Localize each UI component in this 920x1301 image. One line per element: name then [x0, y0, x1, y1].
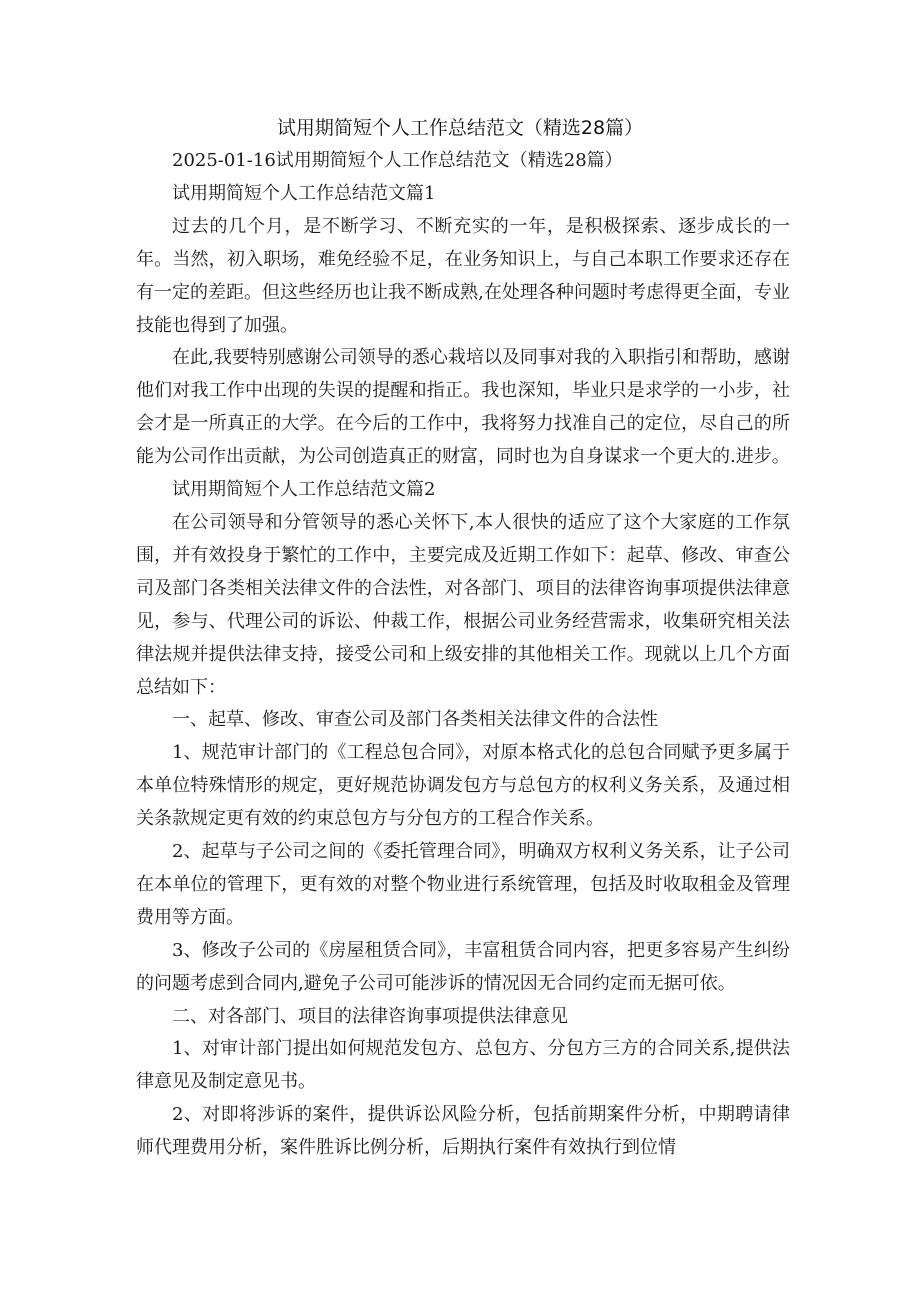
paragraph: 在公司领导和分管领导的悉心关怀下,本人很快的适应了这个大家庭的工作氛围，并有效投身于繁忙的工作中，主要完成及近期工作如下：起草、修改、审查公司及部门各类相关法律文件的合法性，对各部门、项目的法律咨询事项提供法律意见，参与、代理公司的诉讼、仲裁工作，根据公司业务经营需求，收集研究相关法律法规并提供法律支持，接受公司和上级安排的其他相关工作。现就以上几个方面总结如下：: [136, 511, 790, 698]
paragraph: 过去的几个月，是不断学习、不断充实的一年，是积极探索、逐步成长的一年。当然，初入职场，难免经验不足，在业务知识上，与自己本职工作要求还存在有一定的差距。但这些经历也让我不断成熟,在处理各种问题时考虑得更全面，专业技能也得到了加强。: [136, 215, 790, 336]
document-date-line: 2025-01-16试用期简短个人工作总结范文（精选28篇）: [172, 150, 623, 171]
section-heading-2: 试用期简短个人工作总结范文篇2: [172, 479, 436, 501]
subheading: 二、对各部门、项目的法律咨询事项提供法律意见: [172, 1005, 568, 1027]
list-item: 2、起草与子公司之间的《委托管理合同》，明确双方权利义务关系，让子公司在本单位的管理下，更有效的对整个物业进行系统管理，包括及时收取租金及管理费用等方面。: [136, 841, 790, 928]
list-item: 1、对审计部门提出如何规范发包方、总包方、分包方三方的合同关系,提供法律意见及制定意见书。: [136, 1038, 790, 1093]
list-item: 1、规范审计部门的《工程总包合同》，对原本格式化的总包合同赋予更多属于本单位特殊情形的规定，更好规范协调发包方与总包方的权利义务关系，及通过相关条款规定更有效的约束总包方与分包方的工程合作关系。: [136, 742, 790, 830]
paragraph: 在此,我要特别感谢公司领导的悉心栽培以及同事对我的入职指引和帮助，感谢他们对我工作中出现的失误的提醒和指正。我也深知，毕业只是求学的一小步，社会才是一所真正的大学。在今后的工作中，我将努力找准自己的定位，尽自己的所能为公司作出贡献，为公司创造真正的财富，同时也为自身谋求一个更大的.进步。: [136, 347, 790, 468]
list-item: 3、修改子公司的《房屋租赁合同》，丰富租赁合同内容，把更多容易产生纠纷的问题考虑到合同内,避免子公司可能涉诉的情况因无合同约定而无据可依。: [136, 939, 790, 994]
document-title: 试用期简短个人工作总结范文（精选28篇）: [276, 117, 644, 139]
list-item: 2、对即将涉诉的案件，提供诉讼风险分析，包括前期案件分析，中期聘请律师代理费用分析，案件胜诉比例分析，后期执行案件有效执行到位情: [136, 1104, 790, 1159]
subheading: 一、起草、修改、审查公司及部门各类相关法律文件的合法性: [172, 709, 658, 731]
document-body: [136, 145, 790, 1165]
section-heading-1: 试用期简短个人工作总结范文篇1: [172, 182, 436, 204]
